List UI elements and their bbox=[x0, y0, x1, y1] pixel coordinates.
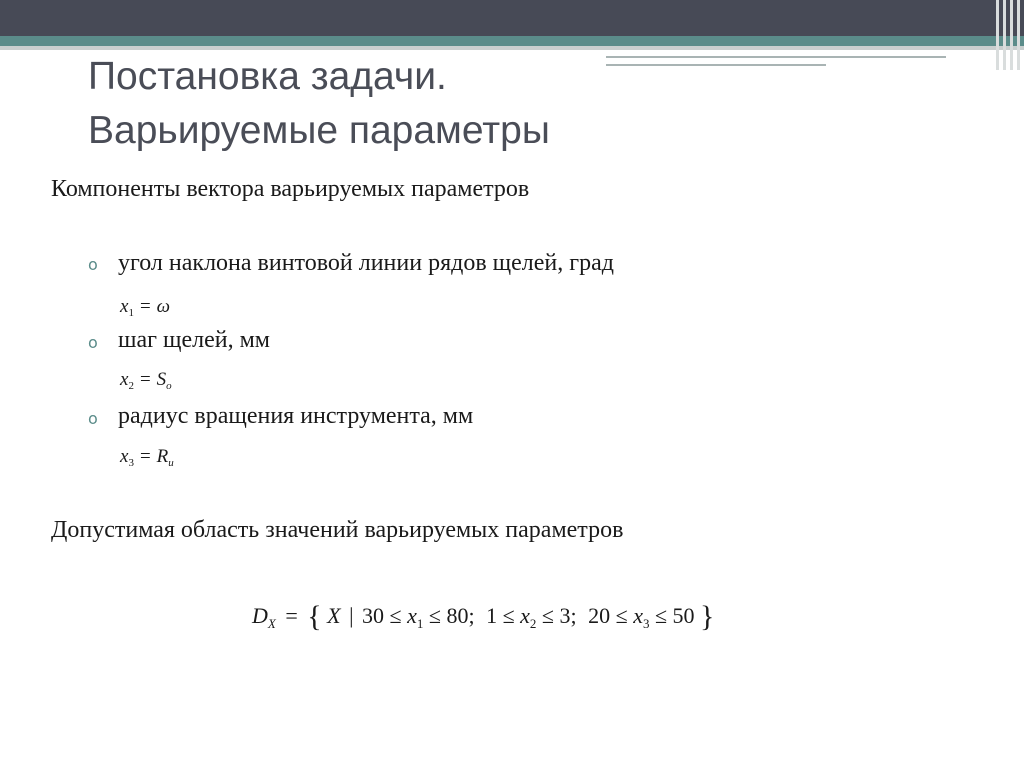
domain-formula: $D_X$ = { X | $30 \le x_1 \le 80$; $1 \le x_2 \le 3$; $20 \le x_3 \le 50$ } bbox=[252, 600, 715, 633]
bullet-icon: o bbox=[88, 409, 98, 428]
parameter-item-3: радиус вращения инструмента, мм bbox=[118, 403, 474, 429]
bullet-icon: o bbox=[88, 333, 98, 352]
bullet-icon: o bbox=[88, 255, 98, 274]
slide-title bbox=[88, 50, 728, 158]
header-teal-band bbox=[0, 36, 1024, 46]
header-right-stripes bbox=[994, 0, 1024, 70]
slide-title-line-1: Постановка задачи. bbox=[88, 55, 447, 98]
parameter-formula-2: $x_2 = S_o$ bbox=[120, 369, 172, 392]
parameter-item-2: шаг щелей, мм bbox=[118, 327, 270, 353]
components-heading: Компоненты вектора варьируемых параметров bbox=[51, 176, 530, 202]
header-bar bbox=[0, 0, 1024, 36]
parameter-item-1: угол наклона винтовой линии рядов щелей, град bbox=[118, 250, 614, 276]
slide-title-line-2: Варьируемые параметры bbox=[88, 109, 550, 152]
parameter-formula-1: $x_1 = \omega$ bbox=[120, 296, 171, 319]
parameter-formula-3: $x_3 = R_и$ bbox=[120, 446, 174, 469]
domain-heading: Допустимая область значений варьируемых параметров bbox=[51, 517, 624, 543]
